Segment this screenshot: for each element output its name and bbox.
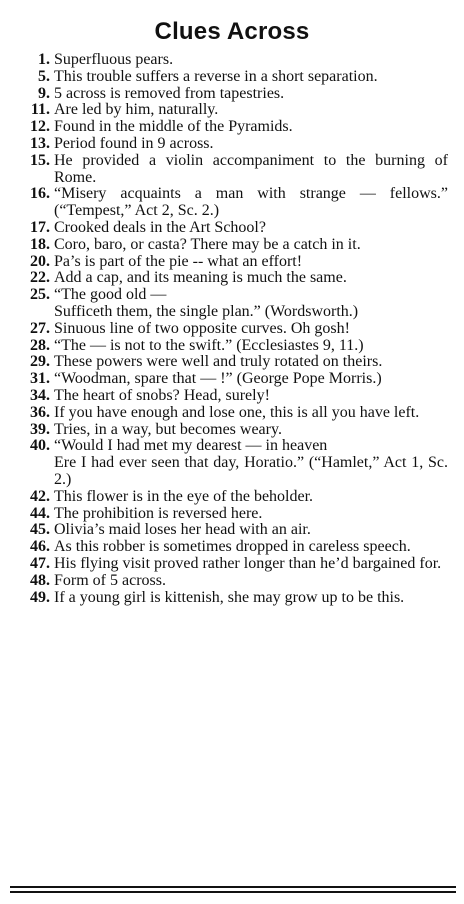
clue-text: These powers were well and truly rotated on theirs. <box>54 353 383 371</box>
clue-31 <box>0 371 464 388</box>
clue-text: Sinuous line of two opposite curves. Oh gosh! <box>54 319 350 337</box>
clue-number: 49. <box>30 588 50 606</box>
clue-number: 16. <box>30 185 50 203</box>
bottom-rule-top-line <box>10 886 456 888</box>
clue-number: 5. <box>38 67 50 85</box>
clue-number: 47. <box>30 554 50 572</box>
page-title: Clues Across <box>154 18 310 45</box>
clue-34 <box>0 388 464 405</box>
clue-text: Crooked deals in the Art School? <box>54 218 266 236</box>
clue-40 <box>0 438 464 488</box>
clue-text: Found in the middle of the Pyramids. <box>54 118 293 136</box>
clue-27 <box>0 321 464 338</box>
clue-number: 39. <box>30 420 50 438</box>
clue-number: 13. <box>30 134 50 152</box>
clue-number: 17. <box>30 218 50 236</box>
clue-39 <box>0 422 464 439</box>
clue-number: 20. <box>30 252 50 270</box>
clue-1 <box>0 52 464 69</box>
clue-17 <box>0 220 464 237</box>
clue-number: 31. <box>30 370 50 388</box>
clue-text: Add a cap, and its meaning is much the same. <box>54 269 347 287</box>
clue-9 <box>0 86 464 103</box>
clue-text: As this robber is sometimes dropped in careless speech. <box>54 538 411 556</box>
clue-15 <box>0 153 464 187</box>
clue-13 <box>0 136 464 153</box>
clue-number: 27. <box>30 319 50 337</box>
clue-text: Form of 5 across. <box>54 571 166 589</box>
clue-number: 18. <box>30 235 50 253</box>
clue-number: 1. <box>38 51 50 68</box>
clue-text: “The — is not to the swift.” (Ecclesiastes 9, 11.) <box>54 336 364 354</box>
clue-number: 42. <box>30 487 50 505</box>
clue-text: The prohibition is reversed here. <box>54 504 263 522</box>
clue-text: Pa’s is part of the pie -- what an effort! <box>54 252 303 270</box>
clue-text: “Misery acquaints a man with strange — fellows.” (“Tempest,” Act 2, Sc. 2.) <box>54 185 448 220</box>
clue-number: 34. <box>30 386 50 404</box>
clue-11 <box>0 102 464 119</box>
clue-49 <box>0 590 464 607</box>
clue-47 <box>0 556 464 573</box>
clue-20 <box>0 254 464 271</box>
clue-text: Are led by him, naturally. <box>54 101 219 119</box>
clue-number: 22. <box>30 269 50 287</box>
clue-text: Period found in 9 across. <box>54 134 214 152</box>
clue-25 <box>0 287 464 321</box>
clue-44 <box>0 506 464 523</box>
clue-28 <box>0 338 464 355</box>
clue-12 <box>0 119 464 136</box>
clue-number: 9. <box>38 84 50 102</box>
clue-text: 5 across is removed from tapestries. <box>54 84 285 102</box>
clue-text: If a young girl is kittenish, she may grow up to be this. <box>54 588 405 606</box>
clue-text: If you have enough and lose one, this is all you have left. <box>54 403 420 421</box>
clue-number: 40. <box>30 437 50 455</box>
clue-18 <box>0 237 464 254</box>
bottom-double-rule <box>10 886 456 893</box>
clue-5 <box>0 69 464 86</box>
clue-text: This trouble suffers a reverse in a short separation. <box>54 67 378 85</box>
clue-number: 29. <box>30 353 50 371</box>
clue-number: 12. <box>30 118 50 136</box>
clue-45 <box>0 522 464 539</box>
clue-29 <box>0 354 464 371</box>
clue-text: “Would I had met my dearest — in heaven Ere I had ever seen that day, Horatio.” (“Hamlet,” Act 1, Sc. 2.) <box>54 437 448 488</box>
clue-number: 48. <box>30 571 50 589</box>
clue-text: Olivia’s maid loses her head with an air. <box>54 521 311 539</box>
clue-text: Tries, in a way, but becomes weary. <box>54 420 282 438</box>
clue-number: 36. <box>30 403 50 421</box>
clue-number: 25. <box>30 286 50 304</box>
clue-number: 28. <box>30 336 50 354</box>
clue-number: 46. <box>30 538 50 556</box>
clue-42 <box>0 489 464 506</box>
clue-number: 11. <box>30 101 50 119</box>
clue-22 <box>0 270 464 287</box>
clue-16 <box>0 186 464 220</box>
clue-number: 44. <box>30 504 50 522</box>
clue-number: 45. <box>30 521 50 539</box>
clue-text: Coro, baro, or casta? There may be a catch in it. <box>54 235 361 253</box>
clue-36 <box>0 405 464 422</box>
clue-text: Superfluous pears. <box>54 51 174 68</box>
clues-across-list <box>0 52 464 606</box>
clue-48 <box>0 573 464 590</box>
clue-text: This flower is in the eye of the beholder. <box>54 487 314 505</box>
clue-text: His flying visit proved rather longer than he’d bargained for. <box>54 554 442 572</box>
bottom-rule-bottom-line <box>10 891 456 893</box>
clue-text: He provided a violin accompaniment to the burning of Rome. <box>54 151 448 186</box>
clue-text: “Woodman, spare that — !” (George Pope Morris.) <box>54 370 382 388</box>
clue-text: “The good old — Sufficeth them, the single plan.” (Wordsworth.) <box>54 286 359 320</box>
clue-text: The heart of snobs? Head, surely! <box>54 386 270 404</box>
clue-number: 15. <box>30 151 50 169</box>
clue-46 <box>0 539 464 556</box>
